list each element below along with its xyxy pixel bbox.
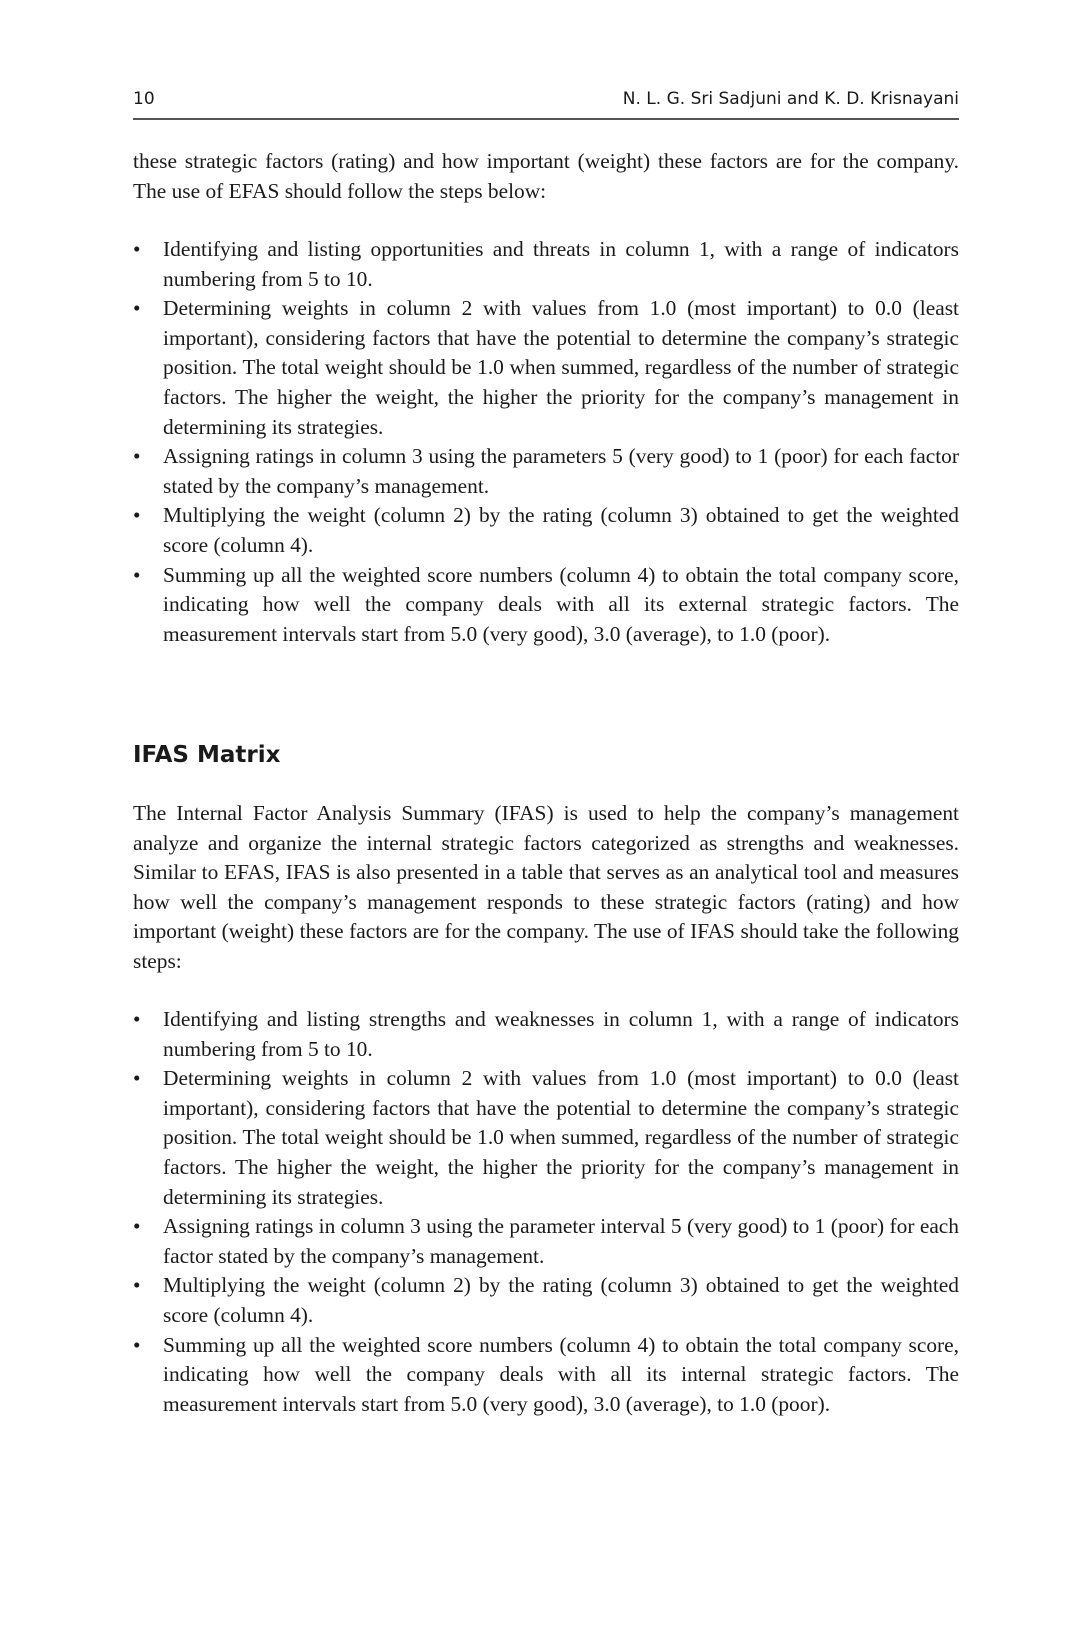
list-item-text: Assigning ratings in column 3 using the parameters 5 (very good) to 1 (poor) for each factor stated by the company’s management. — [163, 444, 959, 498]
continued-paragraph: these strategic factors (rating) and how important (weight) these factors are for the company. The use of EFAS should follow the steps below: — [133, 149, 959, 203]
bullet-glyph: • — [133, 562, 141, 587]
bullet-glyph: • — [133, 1332, 141, 1357]
list-item — [133, 501, 959, 560]
bullet-glyph: • — [133, 296, 141, 321]
list-item — [133, 1331, 959, 1420]
ifas-intro-paragraph: The Internal Factor Analysis Summary (IFAS) is used to help the company’s management analyze and organize the internal strategic factors categorized as strengths and weaknesses. Similar to EFAS, IFAS is also presented in a table that serves as an analytical tool and measures how well the company’s management responds to these strategic factors (rating) and how important (weight) these factors are for the company. The use of IFAS should take the following steps: — [133, 801, 959, 973]
list-item — [133, 442, 959, 501]
header-rule — [133, 118, 959, 120]
running-head-authors: N. L. G. Sri Sadjuni and K. D. Krisnayani — [622, 89, 959, 109]
list-item — [133, 1271, 959, 1330]
list-item-text: Multiplying the weight (column 2) by the rating (column 3) obtained to get the weighted score (column 4). — [163, 503, 959, 557]
list-item-text: Summing up all the weighted score numbers (column 4) to obtain the total company score, indicating how well the company deals with all its internal strategic factors. The measurement intervals start from 5.0 (very good), 3.0 (average), to 1.0 (poor). — [163, 1332, 959, 1416]
bullet-glyph: • — [133, 1214, 141, 1239]
list-item-text: Assigning ratings in column 3 using the parameter interval 5 (very good) to 1 (poor) for each factor stated by the company’s management. — [163, 1214, 959, 1268]
bullet-glyph: • — [133, 1273, 141, 1298]
list-item — [133, 1212, 959, 1271]
bullet-glyph: • — [133, 444, 141, 469]
bullet-glyph: • — [133, 1066, 141, 1091]
list-item — [133, 561, 959, 650]
list-item-text: Identifying and listing strengths and weaknesses in column 1, with a range of indicators numbering from 5 to 10. — [163, 1007, 959, 1061]
list-item — [133, 294, 959, 442]
bullet-glyph: • — [133, 503, 141, 528]
running-head — [133, 84, 959, 114]
list-item-text: Summing up all the weighted score numbers (column 4) to obtain the total company score, indicating how well the company deals with all its external strategic factors. The measurement intervals start from 5.0 (very good), 3.0 (average), to 1.0 (poor). — [163, 562, 959, 646]
bullet-glyph: • — [133, 1007, 141, 1031]
list-item-text: Multiplying the weight (column 2) by the rating (column 3) obtained to get the weighted score (column 4). — [163, 1273, 959, 1327]
list-item — [133, 235, 959, 294]
ifas-steps-list — [133, 1005, 959, 1419]
section-heading: IFAS Matrix — [133, 742, 281, 768]
efas-steps-list — [133, 235, 959, 649]
list-item — [133, 1005, 959, 1064]
page-number: 10 — [133, 89, 155, 109]
list-item-text: Determining weights in column 2 with values from 1.0 (most important) to 0.0 (least important), considering factors that have the potential to determine the company’s strategic position. The total weight should be 1.0 when summed, regardless of the number of strategic factors. The higher the weight, the higher the priority for the company’s management in determining its strategies. — [163, 296, 959, 439]
list-item-text: Determining weights in column 2 with values from 1.0 (most important) to 0.0 (least important), considering factors that have the potential to determine the company’s strategic position. The total weight should be 1.0 when summed, regardless of the number of strategic factors. The higher the weight, the higher the priority for the company’s management in determining its strategies. — [163, 1066, 959, 1209]
list-item-text: Identifying and listing opportunities and threats in column 1, with a range of indicators numbering from 5 to 10. — [163, 237, 959, 291]
list-item — [133, 1064, 959, 1212]
bullet-glyph: • — [133, 237, 141, 261]
